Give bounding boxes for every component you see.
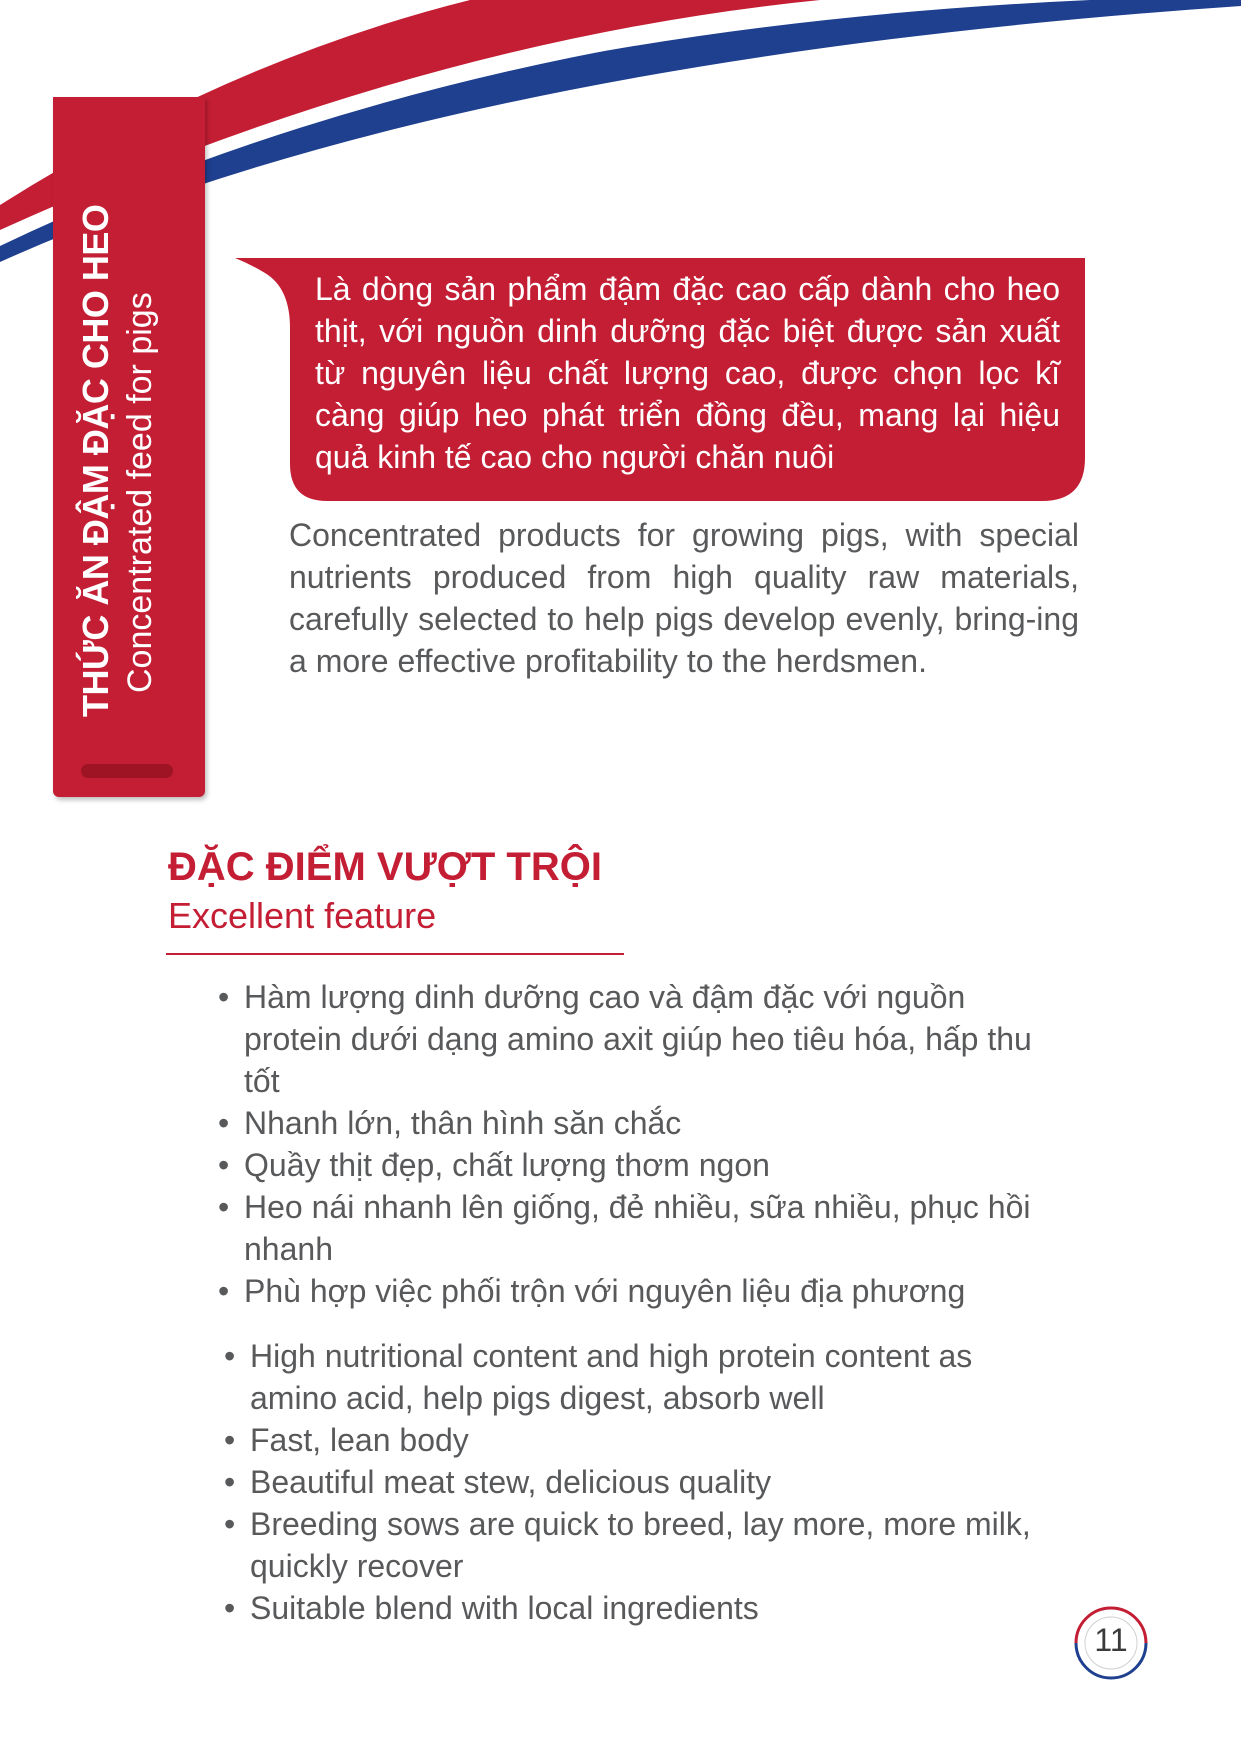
feature-list-vi: [218, 976, 1048, 1312]
page-number: 11: [1094, 1622, 1128, 1658]
intro-text-vi: Là dòng sản phẩm đậm đặc cao cấp dành cho heo thịt, với nguồn dinh dưỡng đặc biệt được sản xuất từ nguyên liệu chất lượng cao, được chọn lọc kĩ càng giúp heo phát triển đồng đều, mang lại hiệu quả kinh tế cao cho người chăn nuôi: [315, 271, 1060, 475]
list-item: • Nhanh lớn, thân hình săn chắc: [218, 1102, 1048, 1144]
bullet-icon: •: [218, 1189, 230, 1225]
list-item: • Phù hợp việc phối trộn với nguyên liệu địa phương: [218, 1270, 1048, 1312]
bullet-icon: •: [224, 1506, 236, 1542]
bullet-icon: •: [224, 1338, 236, 1374]
list-item: • Beautiful meat stew, delicious quality: [224, 1461, 1054, 1503]
list-item: • Quầy thịt đẹp, chất lượng thơm ngon: [218, 1144, 1048, 1186]
list-item: • Fast, lean body: [224, 1419, 1054, 1461]
intro-text-en: Concentrated products for growing pigs, with special nutrients produced from high quality raw materials, carefully selected to help pigs develop evenly, bring-ing a more effective profitability to the herdsmen.: [289, 517, 1079, 679]
category-title: THỨC ĂN ĐẬM ĐẶC CHO HEO: [75, 204, 116, 717]
feature-divider: [166, 953, 624, 955]
list-item: • Suitable blend with local ingredients: [224, 1587, 1054, 1629]
side-tab-text: [53, 157, 205, 717]
category-side-tab: [53, 97, 205, 797]
bullet-icon: •: [218, 1273, 230, 1309]
bullet-icon: •: [224, 1464, 236, 1500]
bullet-icon: •: [218, 1147, 230, 1183]
bullet-icon: •: [224, 1422, 236, 1458]
side-tab-bar: [81, 764, 173, 778]
list-item: • Heo nái nhanh lên giống, đẻ nhiều, sữa nhiều, phục hồi nhanh: [218, 1186, 1048, 1270]
bullet-icon: •: [224, 1590, 236, 1626]
category-subtitle: Concentrated feed for pigs: [121, 292, 159, 693]
list-item: • Hàm lượng dinh dưỡng cao và đậm đặc với nguồn protein dưới dạng amino axit giúp heo tiêu hóa, hấp thu tốt: [218, 976, 1048, 1102]
list-item: • High nutritional content and high protein content as amino acid, help pigs digest, absorb well: [224, 1335, 1054, 1419]
feature-subheading: Excellent feature: [168, 895, 437, 936]
feature-heading: ĐẶC ĐIỂM VƯỢT TRỘI: [168, 845, 602, 889]
bullet-icon: •: [218, 1105, 230, 1141]
list-item: • Breeding sows are quick to breed, lay more, more milk, quickly recover: [224, 1503, 1054, 1587]
bullet-icon: •: [218, 979, 230, 1015]
feature-list-en: [224, 1335, 1054, 1629]
